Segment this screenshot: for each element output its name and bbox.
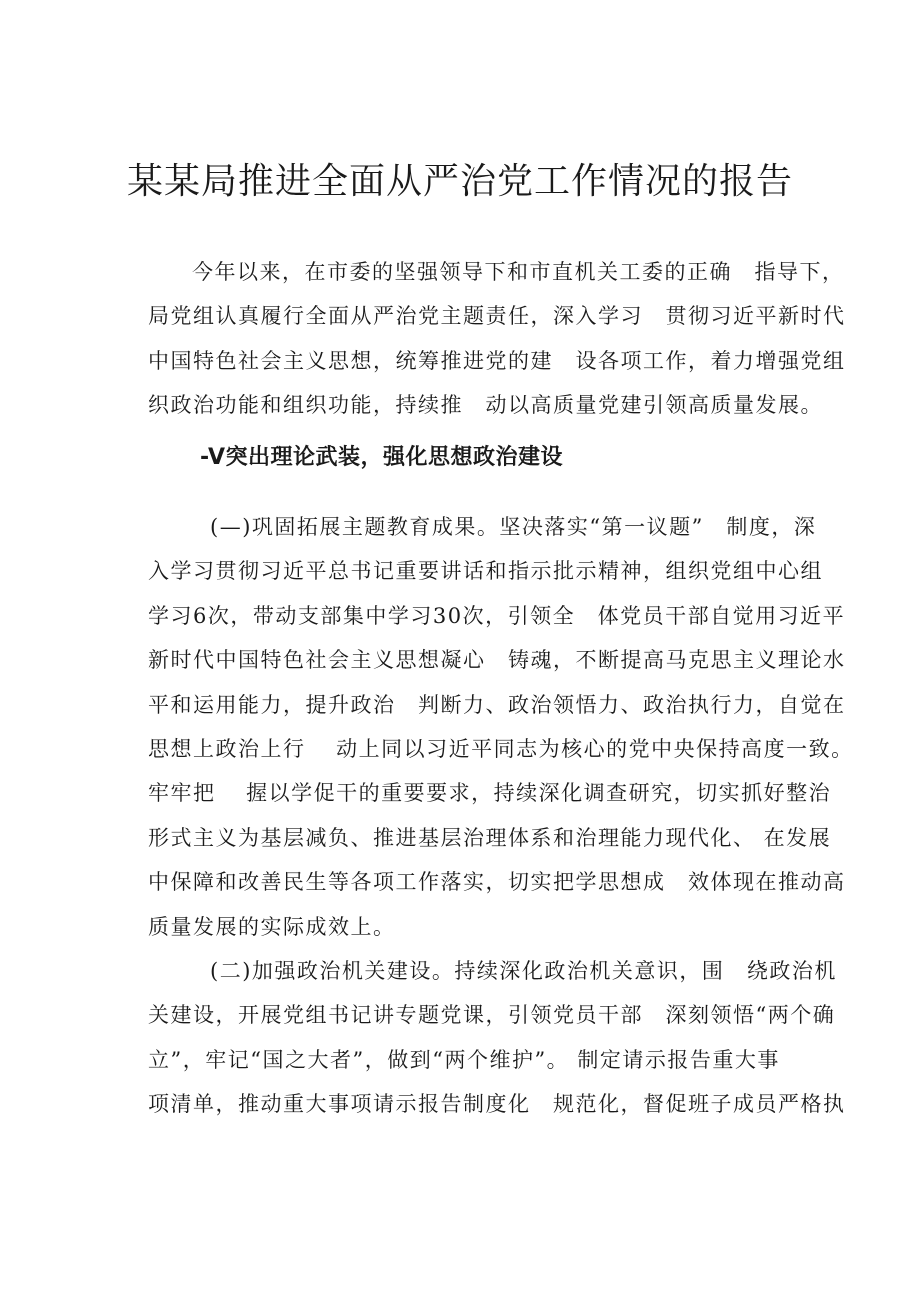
paragraph-line: 新时代中国特色社会主义思想凝心 铸魂，不断提高马克思主义理论水 (148, 648, 846, 673)
paragraph-line: (二)加强政治机关建设。持续深化政治机关意识，围 绕政治机 (210, 958, 837, 983)
paragraph-line: 质量发展的实际成效上。 (148, 914, 396, 939)
paragraph-line: 中保障和改善民生等各项工作落实，切实把学思想成 效体现在推动高 (148, 870, 846, 895)
paragraph-line: 入学习贯彻习近平总书记重要讲话和指示批示精神，组织党组中心组 (148, 559, 823, 584)
paragraph-line: (—)巩固拓展主题教育成果。坚决落实“第一议题” 制度，深 (210, 515, 817, 539)
intro-paragraph (148, 250, 846, 428)
paragraph-line: 思想上政治上行 动上同以习近平同志为核心的党中央保持高度一致。 (148, 736, 854, 761)
section-heading: -V突出理论武装，强化思想政治建设 (200, 445, 564, 470)
section-body (148, 505, 854, 1126)
paragraph-line: 牢牢把 握以学促干的重要要求，持续深化调查研究，切实抓好整治 (148, 781, 832, 806)
paragraph-line: 学习6次，带动支部集中学习30次，引领全 体党员干部自觉用习近平 (148, 603, 846, 628)
paragraph-line: 平和运用能力，提升政治 判断力、政治领悟力、政治执行力，自觉在 (148, 692, 846, 717)
paragraph-line: 中国特色社会主义思想，统筹推进党的建 设各项工作，着力增强党组 (148, 348, 846, 373)
paragraph-line: 项清单，推动重大事项请示报告制度化 规范化，督促班子成员严格执 (148, 1092, 846, 1117)
paragraph-line: 立”，牢记“国之大者”，做到“两个维护”。 制定请示报告重大事 (148, 1047, 780, 1072)
page-title: 某某局推进全面从严治党工作情况的报告 (126, 161, 793, 202)
paragraph-line: 今年以来，在市委的坚强领导下和市直机关工委的正确 指导下， (192, 260, 845, 284)
paragraph-line: 织政治功能和组织功能，持续推 动以高质量党建引领高质量发展。 (148, 393, 823, 418)
paragraph-line: 局党组认真履行全面从严治党主题责任，深入学习 贯彻习近平新时代 (148, 304, 846, 329)
paragraph-line: 形式主义为基层减负、推进基层治理体系和治理能力现代化、 在发展 (148, 825, 832, 850)
paragraph-line: 关建设，开展党组书记讲专题党课，引领党员干部 深刻领悟“两个确 (148, 1003, 836, 1028)
